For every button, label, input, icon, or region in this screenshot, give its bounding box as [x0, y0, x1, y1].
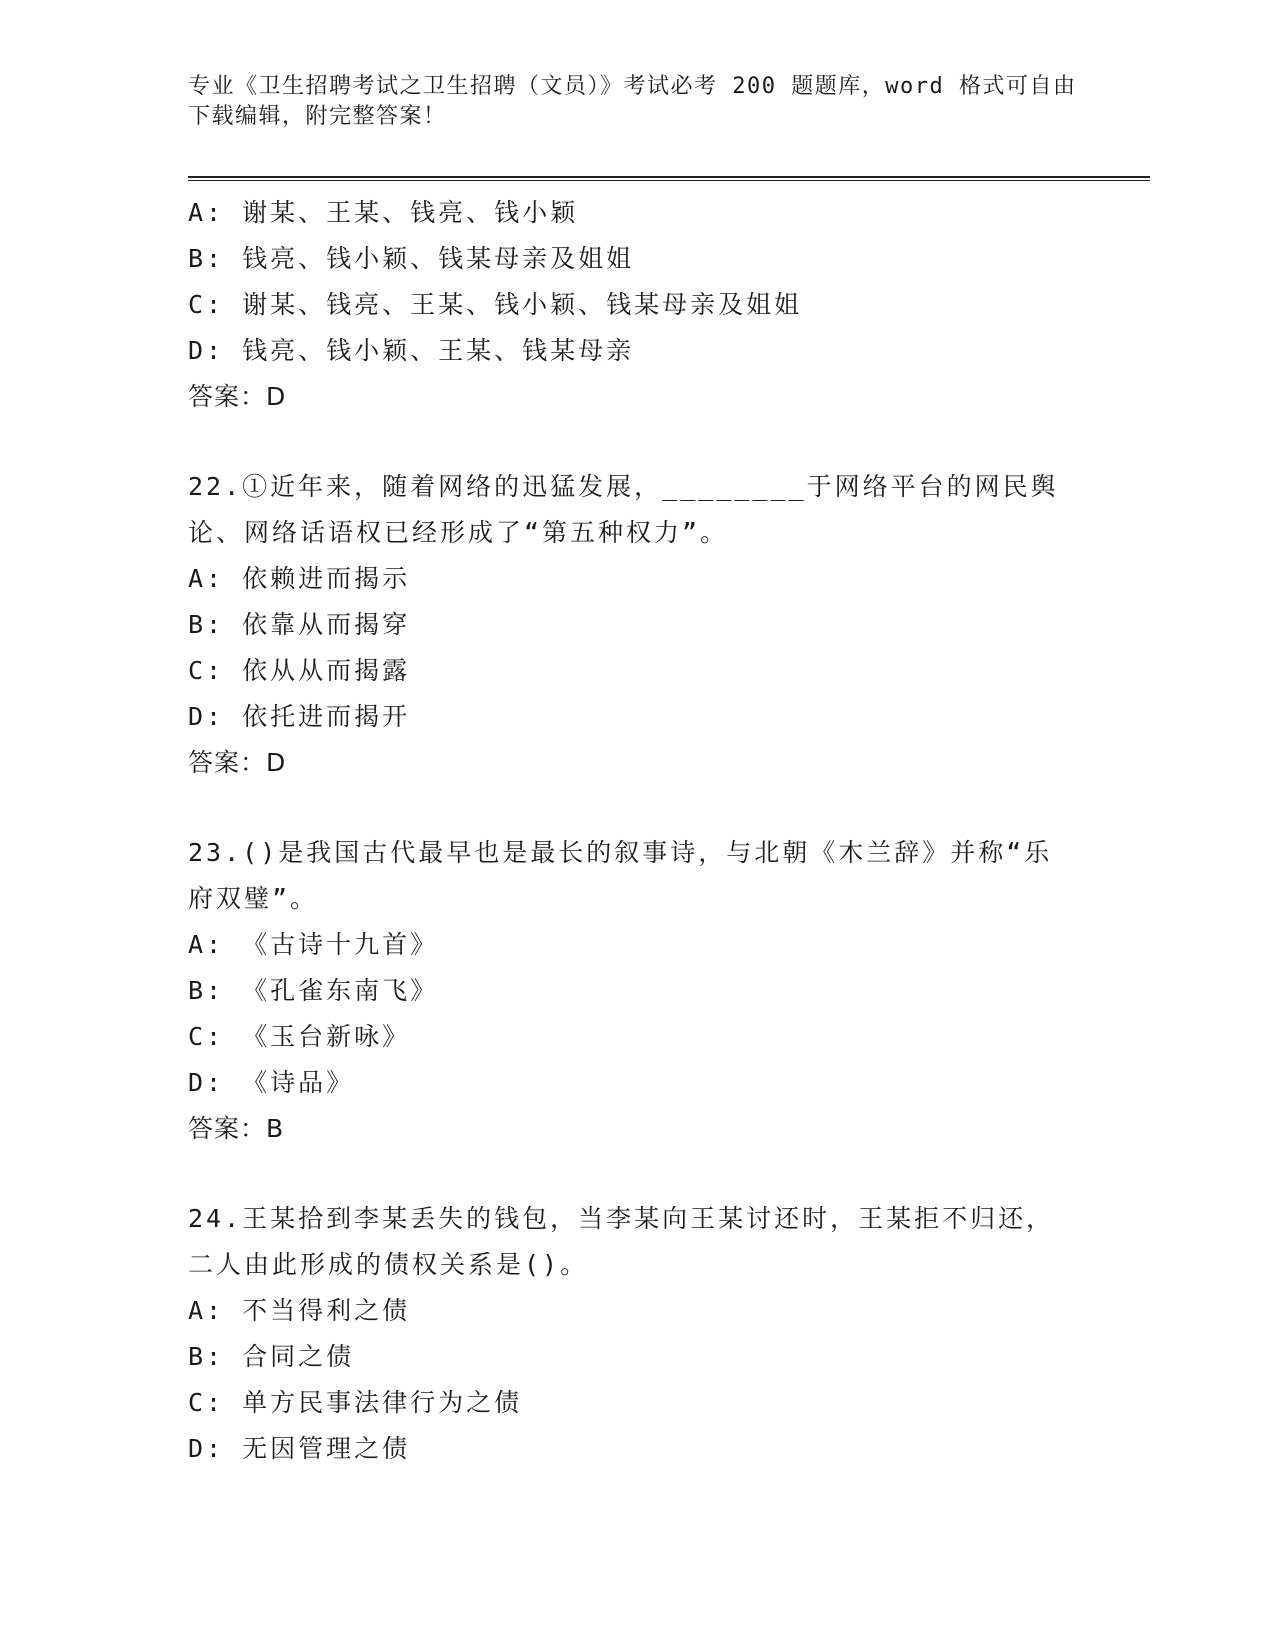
- question-list: [188, 190, 1088, 1472]
- option-a: A: 依赖进而揭示: [188, 564, 411, 593]
- document-header: 专业《卫生招聘考试之卫生招聘（文员）》考试必考 200 题题库，word 格式可自由下载编辑，附完整答案！: [188, 74, 1077, 129]
- option-c: C: 谢某、钱亮、王某、钱小颖、钱某母亲及姐姐: [188, 290, 803, 319]
- option-d: D: 《诗品》: [188, 1068, 355, 1097]
- question-22: [188, 464, 1088, 786]
- option-a: A: 不当得利之债: [188, 1296, 411, 1325]
- option-b: B: 钱亮、钱小颖、钱某母亲及姐姐: [188, 244, 635, 273]
- question-22-stem: 22.①近年来，随着网络的迅猛发展，________于网络平台的网民舆论、网络话语权已经形成了“第五种权力”。: [188, 472, 1059, 547]
- spacer: [188, 1152, 1088, 1196]
- option-d: D: 钱亮、钱小颖、王某、钱某母亲: [188, 336, 635, 365]
- option-d: D: 依托进而揭开: [188, 702, 411, 731]
- answer-21: 答案：D: [188, 382, 287, 411]
- question-24-stem: 24.王某拾到李某丢失的钱包，当李某向王某讨还时，王某拒不归还，二人由此形成的债权关系是()。: [188, 1204, 1055, 1279]
- question-24: [188, 1196, 1088, 1472]
- spacer: [188, 786, 1088, 830]
- answer-23: 答案：B: [188, 1114, 285, 1143]
- question-23-stem: 23.()是我国古代最早也是最长的叙事诗，与北朝《木兰辞》并称“乐府双璧”。: [188, 838, 1053, 913]
- option-a: A: 《古诗十九首》: [188, 930, 439, 959]
- question-23: [188, 830, 1088, 1152]
- option-a: A: 谢某、王某、钱亮、钱小颖: [188, 198, 579, 227]
- option-d: D: 无因管理之债: [188, 1434, 411, 1463]
- answer-22: 答案：D: [188, 748, 287, 777]
- question-21-options: [188, 190, 1088, 420]
- option-b: B: 依靠从而揭穿: [188, 610, 411, 639]
- option-b: B: 《孔雀东南飞》: [188, 976, 439, 1005]
- option-c: C: 依从从而揭露: [188, 656, 411, 685]
- option-c: C: 《玉台新咏》: [188, 1022, 411, 1051]
- option-c: C: 单方民事法律行为之债: [188, 1388, 523, 1417]
- option-b: B: 合同之债: [188, 1342, 355, 1371]
- header-divider: [188, 176, 1150, 181]
- spacer: [188, 420, 1088, 464]
